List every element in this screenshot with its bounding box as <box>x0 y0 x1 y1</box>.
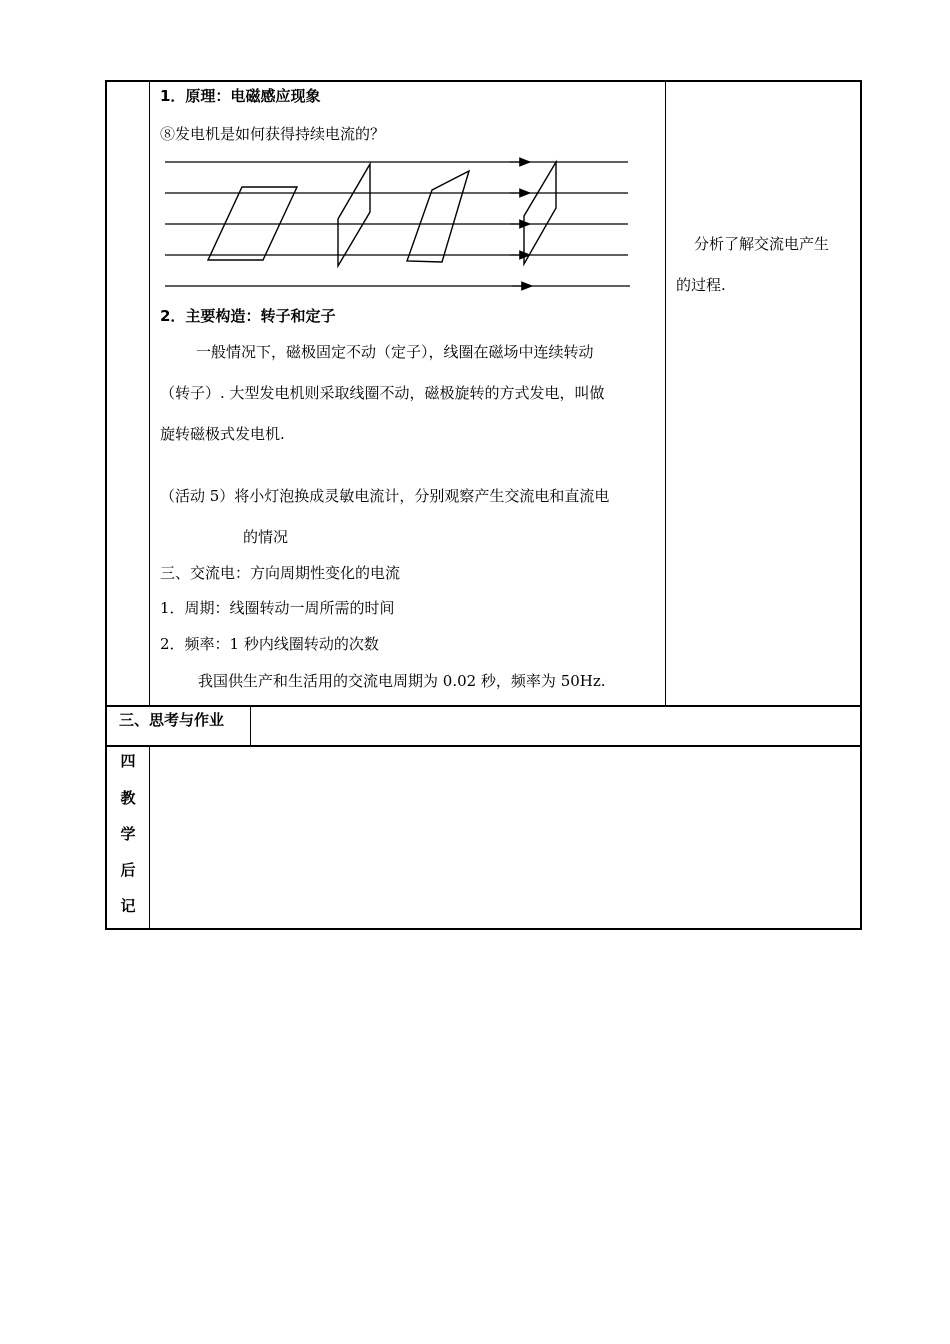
china-ac-fact: 我国供生产和生活用的交流电周期为 0.02 秒，频率为 50Hz. <box>198 672 606 690</box>
paragraph-line-2: （转子）. 大型发电机则采取线圈不动，磁极旋转的方式发电，叫做 <box>160 384 605 402</box>
coil-rotation-diagram <box>150 150 650 300</box>
coil-position-4 <box>524 162 556 264</box>
paragraph-line-3: 旋转磁极式发电机. <box>160 425 285 443</box>
side-note-line-1: 分析了解交流电产生 <box>694 235 830 253</box>
period-definition: 1．周期：线圈转动一周所需的时间 <box>160 599 395 617</box>
generator-question: ⑧发电机是如何获得持续电流的？ <box>160 125 386 143</box>
activity-line-1: （活动 5）将小灯泡换成灵敏电流计，分别观察产生交流电和直流电 <box>160 487 610 505</box>
col-divider-right <box>665 80 666 706</box>
table-border-top <box>105 80 862 82</box>
structure-heading: 2．主要构造：转子和定子 <box>160 307 336 325</box>
coil-position-3 <box>407 171 469 262</box>
ac-heading: 三、交流电：方向周期性变化的电流 <box>160 564 401 582</box>
homework-label: 三、思考与作业 <box>119 711 225 729</box>
activity-line-2: 的情况 <box>243 528 289 546</box>
reflection-char-2: 教 <box>120 789 136 807</box>
coil-position-2 <box>338 164 370 266</box>
field-arrows <box>510 162 532 286</box>
side-note-line-2: 的过程. <box>676 276 726 294</box>
field-lines <box>165 162 630 286</box>
reflection-char-3: 学 <box>120 825 136 843</box>
table-border-bottom <box>105 928 862 930</box>
frequency-definition: 2．频率：1 秒内线圈转动的次数 <box>160 635 379 653</box>
table-border-right <box>860 80 862 930</box>
reflection-char-5: 记 <box>120 897 136 915</box>
paragraph-line-1: 一般情况下，磁极固定不动（定子），线圈在磁场中连续转动 <box>196 343 594 361</box>
reflection-char-4: 后 <box>120 861 136 879</box>
homework-divider <box>250 706 251 746</box>
reflection-char-1: 四 <box>120 752 136 770</box>
coils <box>208 162 556 266</box>
principle-heading: 1．原理：电磁感应现象 <box>160 87 321 105</box>
row-divider-1 <box>105 705 862 707</box>
row-divider-2 <box>105 745 862 747</box>
